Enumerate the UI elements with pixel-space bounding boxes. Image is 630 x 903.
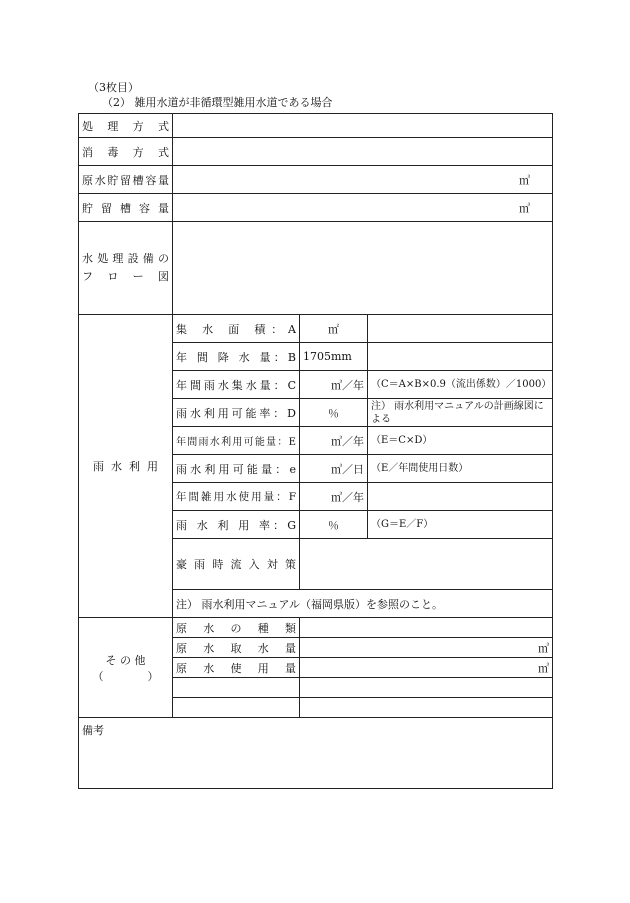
rain-item-unit: ㎥／年 xyxy=(300,371,368,399)
other-label-line2: （ ） xyxy=(92,669,159,683)
other-item-label: 原 水 使 用 量 xyxy=(173,658,300,678)
rain-item-note: （E＝C×D） xyxy=(368,427,553,455)
rain-use-label: 雨 水 利 用 xyxy=(79,315,173,618)
other-row xyxy=(79,618,553,638)
rain-item-unit: ㎡ xyxy=(300,315,368,343)
rain-item-unit: ㎥／年 xyxy=(300,427,368,455)
row-raw-tank xyxy=(79,166,553,194)
rain-item-note[interactable] xyxy=(368,483,553,511)
other-label-line1: そ の 他 xyxy=(105,653,146,667)
page-number: （3枚目） xyxy=(88,81,139,94)
raw-tank-unit: ㎥ xyxy=(519,173,531,187)
treatment-method-label: 処 理 方 式 xyxy=(79,114,173,138)
remarks-label: 備考 xyxy=(82,724,104,737)
rain-item-note[interactable] xyxy=(368,315,553,343)
heavy-rain-label: 豪雨時流入対策 xyxy=(173,539,300,590)
rain-item-note: 注） 雨水利用マニュアルの計画線図による xyxy=(368,399,553,427)
rain-item-label: 年間雨水集水量：C xyxy=(173,371,300,399)
rain-item-label: 年間雑用水使用量：F xyxy=(173,483,300,511)
other-item-value[interactable] xyxy=(300,678,553,698)
row-treatment-method xyxy=(79,114,553,138)
rain-item-unit: ％ xyxy=(300,511,368,539)
rain-item-note: （G＝E／F） xyxy=(368,511,553,539)
rain-item-label: 雨 水 利 用 率：G xyxy=(173,511,300,539)
flow-diagram-label-line2: フ ロ ー 図 xyxy=(82,270,169,283)
other-item-label[interactable] xyxy=(173,698,300,718)
other-item-label: 原 水 の 種 類 xyxy=(173,618,300,638)
other-item-value[interactable]: ㎥ xyxy=(300,638,553,658)
heavy-rain-value[interactable] xyxy=(300,539,553,590)
rain-item-label: 年 間 降 水 量：B xyxy=(173,343,300,371)
row-storage-tank xyxy=(79,194,553,222)
rain-item-label: 集 水 面 積：A xyxy=(173,315,300,343)
rain-item-unit: ㎥／日 xyxy=(300,455,368,483)
remarks-field[interactable] xyxy=(79,718,553,789)
section-title: （2） 雑用水道が非循環型雑用水道である場合 xyxy=(102,96,333,109)
flow-diagram-label xyxy=(79,222,173,315)
row-flow-diagram xyxy=(79,222,553,315)
storage-tank-unit: ㎥ xyxy=(519,201,531,215)
rain-row xyxy=(79,315,553,343)
rain-footnote: 注） 雨水利用マニュアル（福岡県版）を参照のこと。 xyxy=(173,590,553,618)
storage-tank-label: 貯 留 槽 容 量 xyxy=(79,194,173,222)
other-item-value[interactable] xyxy=(300,698,553,718)
rain-item-unit: ㎥／年 xyxy=(300,483,368,511)
rain-item-note[interactable] xyxy=(368,343,553,371)
disinfection-method-value[interactable] xyxy=(173,138,553,166)
remarks-row xyxy=(79,718,553,789)
rain-item-label: 雨水利用可能率：D xyxy=(173,399,300,427)
other-item-value[interactable] xyxy=(300,618,553,638)
rain-item-note: （E／年間使用日数） xyxy=(368,455,553,483)
treatment-method-value[interactable] xyxy=(173,114,553,138)
storage-tank-value[interactable] xyxy=(173,194,553,222)
flow-diagram-label-line1: 水処理設備の xyxy=(82,252,169,265)
form-table xyxy=(78,113,553,789)
raw-tank-value[interactable] xyxy=(173,166,553,194)
raw-tank-label: 原水貯留槽容量 xyxy=(79,166,173,194)
rain-item-unit: ％ xyxy=(300,399,368,427)
other-item-value[interactable]: ㎥ xyxy=(300,658,553,678)
rain-item-label: 雨水利用可能量：e xyxy=(173,455,300,483)
other-item-label: 原 水 取 水 量 xyxy=(173,638,300,658)
rain-item-label: 年間雨水利用可能量：E xyxy=(173,427,300,455)
other-item-label[interactable] xyxy=(173,678,300,698)
other-label xyxy=(79,618,173,718)
disinfection-method-label: 消 毒 方 式 xyxy=(79,138,173,166)
rain-item-unit: 1705mm xyxy=(300,343,368,371)
rain-item-note: （C＝A×B×0.9（流出係数）／1000） xyxy=(368,371,553,399)
row-disinfection-method xyxy=(79,138,553,166)
flow-diagram-area[interactable] xyxy=(173,222,553,315)
